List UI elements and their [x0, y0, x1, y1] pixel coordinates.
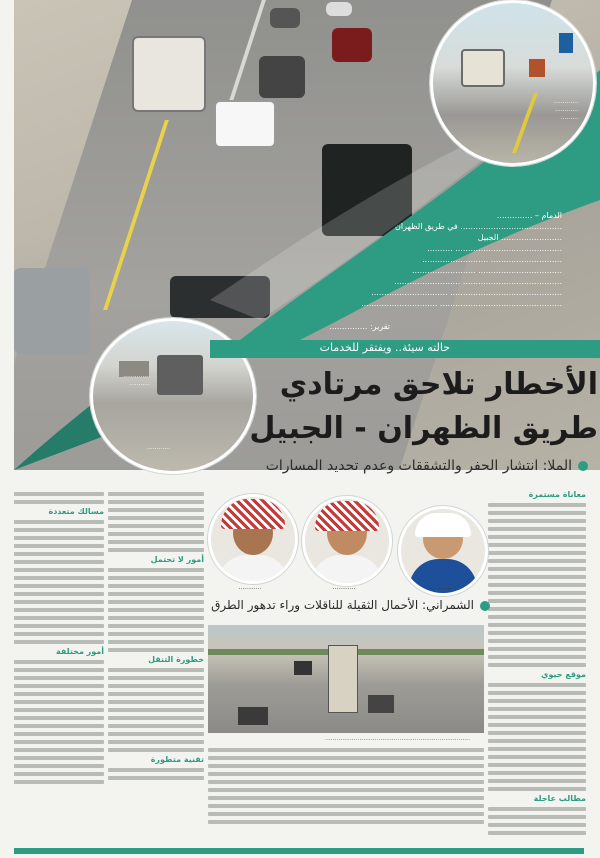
section-head: أمور مختلفة	[56, 647, 104, 656]
intro-line: ....................................... ..........................	[394, 277, 562, 286]
bullet-icon	[578, 461, 588, 471]
column-left	[14, 488, 104, 848]
intro-line: ................................................ ..............................	[361, 299, 562, 308]
byline: تقرير: ...............	[329, 322, 390, 331]
inset-caption-top: ............. ............ .........	[553, 98, 578, 121]
intro-line: ............................ ..........................	[422, 255, 562, 264]
deck-text: الملا: انتشار الحفر والتشققات وعدم تحديد المسارات	[265, 458, 572, 474]
column-right	[488, 488, 586, 848]
section-head: موقع حيوي	[541, 670, 586, 679]
deck	[228, 458, 588, 474]
inset-caption-left-2: ............	[147, 444, 170, 451]
headline-line-1: الأخطار تلاحق مرتادي	[279, 367, 598, 402]
portrait-name: ............	[238, 584, 262, 591]
footer-rule	[14, 848, 584, 854]
section-head: معاناة مستمرة	[528, 490, 586, 499]
intro-line: ........................................ في طريق الظهران	[395, 222, 562, 231]
section-head: مسالك متعددة	[48, 507, 104, 516]
pull-quote-text: الشمراني: الأحمال الثقيلة للناقلات وراء تدهور الطرق	[211, 598, 474, 612]
portrait-2	[302, 496, 392, 586]
section-head: مطالب عاجلة	[533, 794, 586, 803]
section-head: أمور لا تحتمل	[150, 555, 204, 564]
section-head: تقنية متطورة	[150, 755, 204, 764]
portrait-3	[208, 494, 298, 584]
intro-line: الدمام – ..............	[496, 211, 562, 220]
inset-caption-left: .............. ...........	[123, 372, 150, 387]
portrait-1	[398, 506, 488, 596]
column-mid-right	[208, 744, 484, 848]
portrait-name: ............	[332, 584, 356, 591]
intro-line: ............................................ ..............................	[371, 288, 562, 297]
pull-quote	[210, 598, 490, 612]
traffic-photo	[208, 625, 484, 733]
portrait-name: ............	[428, 584, 452, 591]
subhead: حالته سيئة.. ويفتقر للخدمات	[319, 341, 450, 354]
column-mid	[108, 488, 204, 848]
traffic-photo-caption: ............................................................................	[325, 735, 470, 742]
inset-photo-top-right	[430, 0, 596, 166]
intro-line: ........................ الجبيل	[477, 233, 562, 242]
section-head: خطورة التنقل	[148, 655, 204, 664]
intro-paragraph	[262, 210, 562, 320]
intro-line: .......................................... ..........	[427, 244, 562, 253]
bullet-icon	[480, 601, 490, 611]
headline-line-2: طريق الظهران - الجبيل	[249, 411, 598, 446]
intro-line: ................................. .........................	[411, 266, 562, 275]
